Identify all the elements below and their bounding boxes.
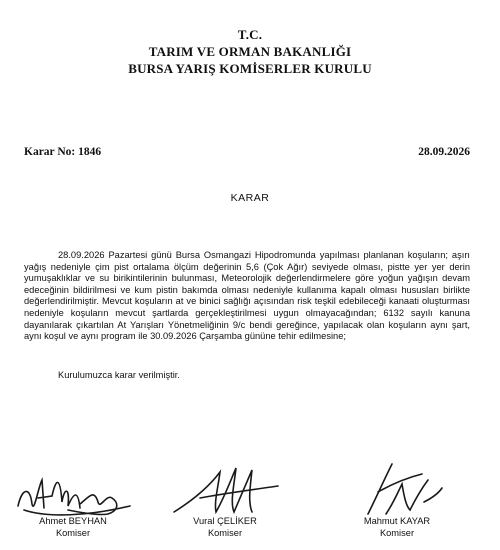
header-line-tc: T.C. (237, 27, 263, 42)
decision-body (24, 250, 470, 343)
signatory-role-2: Komiser (207, 528, 243, 538)
signatory-name-3: Mahmut KAYAR (363, 516, 431, 526)
decision-paragraph: 28.09.2026 Pazartesi günü Bursa Osmangazi Hipodromunda yapılması planlanan koşuların; aşırı yağış nedeniyle çim pist ortalama ölçüm değerinin 5,6 (Çok Ağır) seviyede olması, pistte yer yer derin yumuşaklıklar ve su birikintilerinin bulunması, Meteorolojik değerlendirmelere göre yoğun yağışın devam edeceğinin bildirilmesi ve kum pistin bakımda olması nedeniyle kullanıma kapalı olması hususları birlikte değerlendirilmiştir. Mevcut koşuların at ve binici sağlığı açısından risk teşkil edebileceği kanaati oluşturması nedeniyle koşuların mevcut şartlarda gerçekleştirilmesi uygun olmayacağından; 6132 sayılı kanuna dayanılarak çıkartılan At Yarışları Yönetmeliğinin 9/c bendi gereğince, yapılacak olan koşuların aynı şart, aynı koşul ve aynı program ile 30.09.2026 Çarşamba gününe tehir edilmesine; (24, 250, 470, 342)
signatory-role-1: Komiser (55, 528, 91, 538)
signatory-role-3: Komiser (379, 528, 415, 538)
signature-block-2 (160, 458, 290, 538)
decision-number: Karar No: 1846 (24, 146, 102, 158)
handwritten-signature-2 (160, 458, 290, 520)
signature-block-3 (332, 458, 462, 538)
closing-statement: Kurulumuzca karar verilmiştir. (58, 370, 180, 380)
signatory-name-2: Vural ÇELİKER (193, 516, 257, 526)
header-ministry: TARIM VE ORMAN BAKANLIĞI (148, 44, 352, 59)
handwritten-signature-1 (8, 458, 138, 520)
document-header (0, 26, 500, 77)
document-title: KARAR (230, 192, 270, 204)
signatory-name-1: Ahmet BEYHAN (39, 516, 107, 526)
decision-date: 28.09.2026 (418, 146, 470, 158)
signature-block-1 (8, 458, 138, 538)
header-committee: BURSA YARIŞ KOMİSERLER KURULU (128, 61, 372, 76)
handwritten-signature-3 (332, 458, 462, 520)
